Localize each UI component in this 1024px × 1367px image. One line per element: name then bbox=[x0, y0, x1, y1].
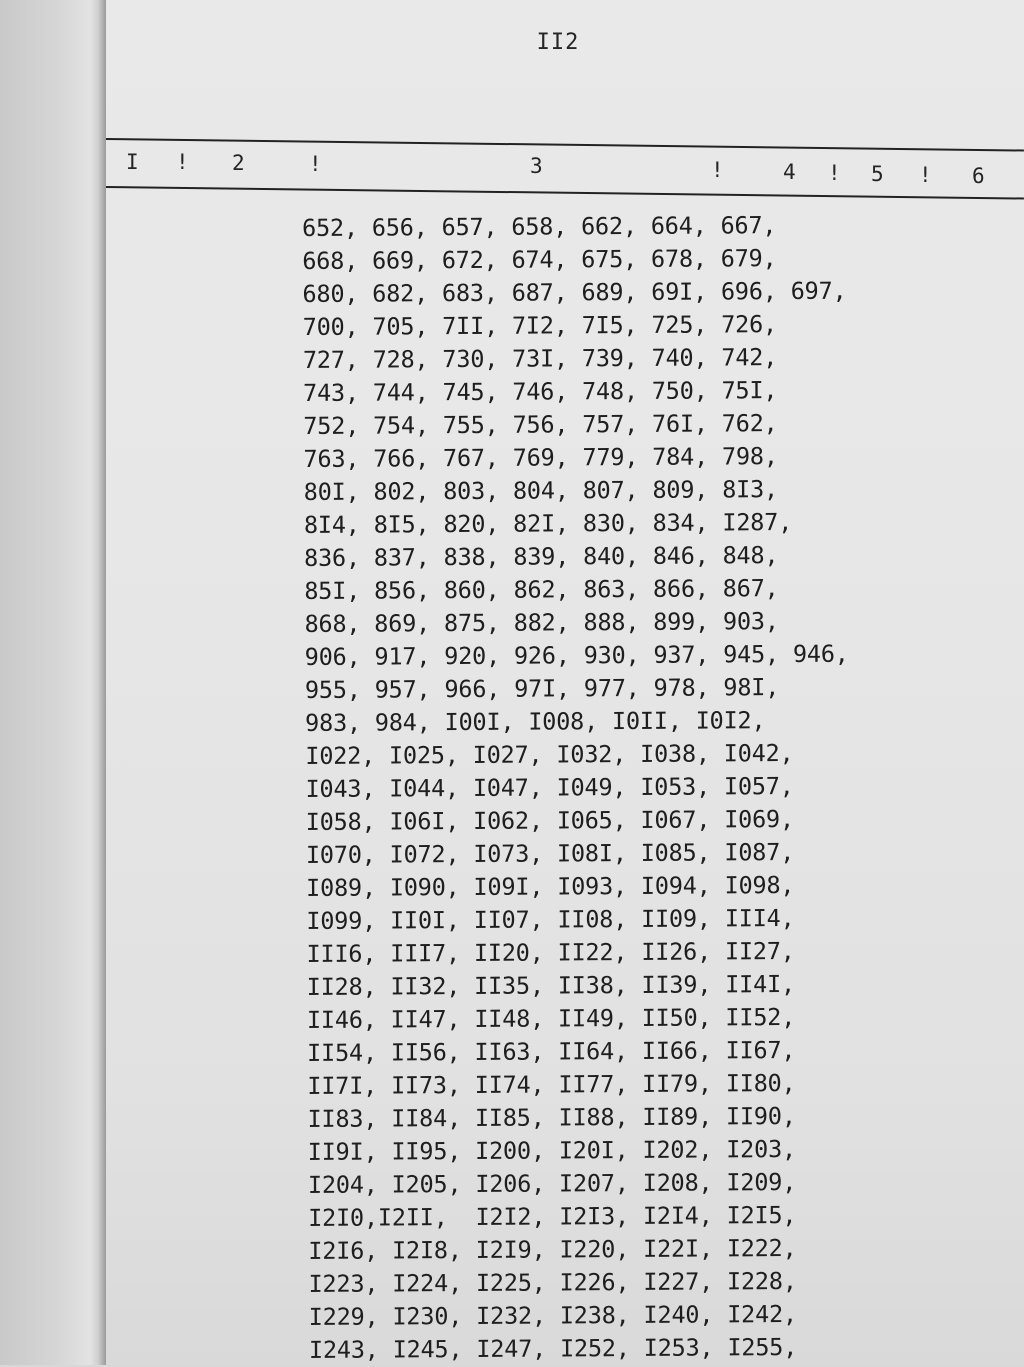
list-item: II54, II56, II63, II64, II66, II67, bbox=[307, 1036, 796, 1067]
list-item: I2I6, I2I8, I2I9, I220, I22I, I222, bbox=[308, 1233, 797, 1265]
list-item: 652, 656, 657, 658, 662, 664, 667, bbox=[302, 211, 777, 242]
list-item: 700, 705, 7II, 7I2, 7I5, 725, 726, bbox=[302, 310, 778, 341]
table-top-rule bbox=[106, 138, 1024, 152]
table-header-rule bbox=[106, 186, 1024, 200]
list-item: 727, 728, 730, 73I, 739, 740, 742, bbox=[302, 343, 778, 374]
list-item: II9I, II95, I200, I20I, I202, I203, bbox=[307, 1135, 797, 1166]
column-separator: ! bbox=[828, 161, 841, 185]
list-item: I204, I205, I206, I207, I208, I209, bbox=[307, 1168, 797, 1199]
list-item: 680, 682, 683, 687, 689, 69I, 696, 697, bbox=[302, 276, 847, 308]
list-item: 668, 669, 672, 674, 675, 678, 679, bbox=[302, 244, 777, 275]
list-item: I022, I025, I027, I032, I038, I042, bbox=[305, 739, 794, 770]
page-number: II2 bbox=[536, 30, 580, 55]
list-item: I058, I06I, I062, I065, I067, I069, bbox=[305, 805, 794, 836]
column-header-5: 5 bbox=[871, 162, 884, 186]
list-item: 8I4, 8I5, 820, 82I, 830, 834, I287, bbox=[303, 508, 793, 539]
column-header-1: I bbox=[126, 150, 139, 174]
list-item: 983, 984, I00I, I008, I0II, I0I2, bbox=[305, 706, 766, 737]
list-item: I070, I072, I073, I08I, I085, I087, bbox=[305, 838, 795, 869]
list-item: I243, I245, I247, I252, I253, I255, bbox=[308, 1332, 798, 1364]
list-item: 906, 917, 920, 926, 930, 937, 945, 946, bbox=[304, 639, 849, 671]
list-item: 836, 837, 838, 839, 840, 846, 848, bbox=[304, 541, 779, 572]
list-item: 955, 957, 966, 97I, 977, 978, 98I, bbox=[304, 673, 780, 704]
list-item: 80I, 802, 803, 804, 807, 809, 8I3, bbox=[303, 475, 779, 506]
list-item: 763, 766, 767, 769, 779, 784, 798, bbox=[303, 442, 778, 473]
number-list bbox=[302, 208, 949, 1367]
list-item: 868, 869, 875, 882, 888, 899, 903, bbox=[304, 607, 779, 638]
list-item: II28, II32, II35, II38, II39, II4I, bbox=[306, 970, 795, 1001]
list-item: I229, I230, I232, I238, I240, I242, bbox=[308, 1299, 798, 1331]
list-item: I2I0,I2II, I2I2, I2I3, I2I4, I2I5, bbox=[308, 1200, 797, 1232]
binding-edge bbox=[0, 0, 106, 1365]
list-item: I223, I224, I225, I226, I227, I228, bbox=[308, 1266, 797, 1298]
list-item: II7I, II73, II74, II77, II79, II80, bbox=[307, 1069, 796, 1100]
column-separator: ! bbox=[176, 150, 189, 174]
list-item: 743, 744, 745, 746, 748, 750, 75I, bbox=[303, 376, 778, 407]
column-separator: ! bbox=[309, 152, 322, 176]
list-item: II46, II47, II48, II49, II50, II52, bbox=[306, 1003, 796, 1034]
column-header-3: 3 bbox=[530, 154, 543, 178]
list-item: II83, II84, II85, II88, II89, II90, bbox=[307, 1102, 796, 1133]
list-item: I043, I044, I047, I049, I053, I057, bbox=[305, 772, 794, 803]
list-item: III6, III7, II20, II22, II26, II27, bbox=[306, 937, 795, 968]
list-item: 85I, 856, 860, 862, 863, 866, 867, bbox=[304, 574, 779, 605]
column-separator: ! bbox=[919, 163, 932, 187]
column-header-4: 4 bbox=[783, 160, 796, 184]
list-item: 752, 754, 755, 756, 757, 76I, 762, bbox=[303, 409, 778, 440]
binding-shadow bbox=[98, 0, 106, 1365]
list-item: I099, II0I, II07, II08, II09, III4, bbox=[306, 904, 795, 935]
column-header-2: 2 bbox=[232, 151, 245, 175]
column-separator: ! bbox=[711, 158, 724, 182]
list-item: I089, I090, I09I, I093, I094, I098, bbox=[306, 871, 795, 902]
column-header-6: 6 bbox=[972, 164, 985, 188]
